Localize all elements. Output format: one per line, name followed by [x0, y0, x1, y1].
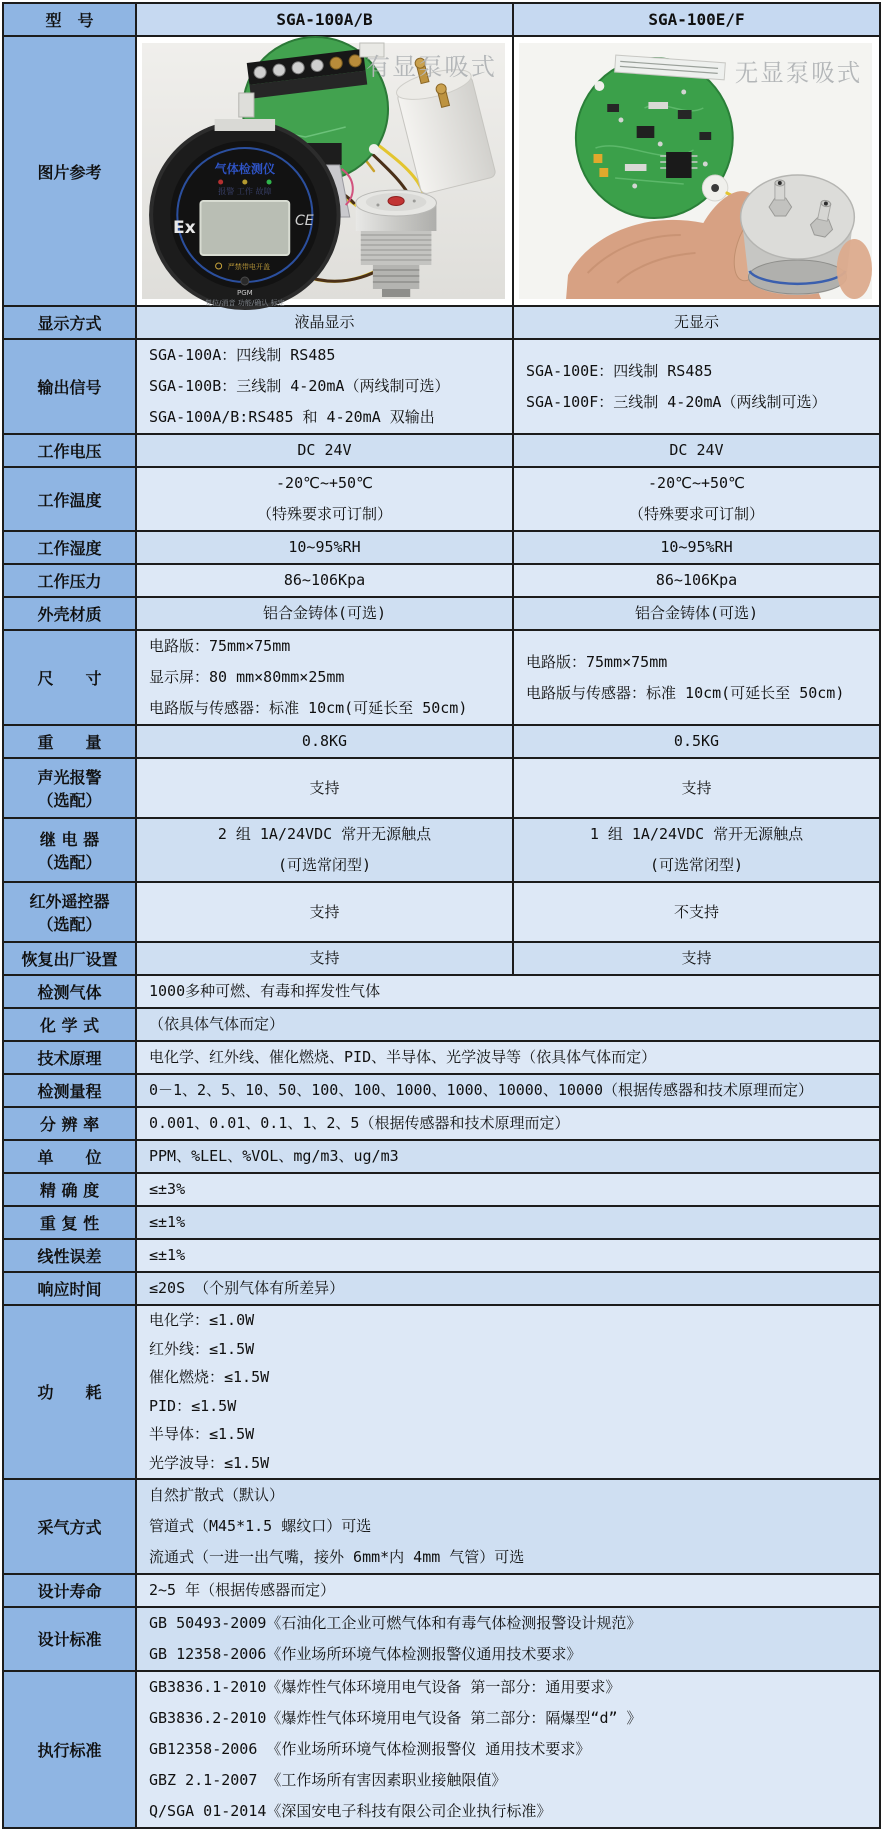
value-a: 支持: [136, 942, 513, 975]
table-row-design-life: [3, 1574, 880, 1607]
value-a: 电路版：75mm×75mm 显示屏：80 mm×80mm×25mm 电路版与传感器：标准 10cm(可延长至 50cm): [136, 630, 513, 725]
table-header-row: [3, 3, 880, 36]
table-row-dimensions: [3, 630, 880, 725]
table-row-response-time: [3, 1272, 880, 1305]
row-label: 化 学 式: [3, 1008, 136, 1041]
row-label: 尺 寸: [3, 630, 136, 725]
row-label: 线性误差: [3, 1239, 136, 1272]
span-value: 2~5 年（根据传感器而定）: [136, 1574, 880, 1607]
span-value: 1000多种可燃、有毒和挥发性气体: [136, 975, 880, 1008]
span-value: 电化学、红外线、催化燃烧、PID、半导体、光学波导等（依具体气体而定）: [136, 1041, 880, 1074]
detector-ex-mark: Ex: [172, 218, 196, 238]
table-row-voltage: [3, 434, 880, 467]
image-row-label: 图片参考: [3, 36, 136, 306]
image-reference-row: [3, 36, 880, 306]
value-b: 支持: [513, 942, 880, 975]
detector-ce-mark: CE: [294, 213, 314, 229]
row-label: 响应时间: [3, 1272, 136, 1305]
row-label: 设计寿命: [3, 1574, 136, 1607]
table-row-display: [3, 306, 880, 339]
table-row-power-consumption: [3, 1305, 880, 1479]
value-a: 液晶显示: [136, 306, 513, 339]
value-b: 无显示: [513, 306, 880, 339]
detector-title-text: 气体检测仪: [214, 162, 276, 176]
row-label: 工作电压: [3, 434, 136, 467]
pcb-board-b-graphic: [576, 55, 733, 218]
table-row-sampling-method: [3, 1479, 880, 1574]
value-b: 10~95%RH: [513, 531, 880, 564]
watermark-b-text: 无显泵吸式: [734, 58, 863, 88]
product-photo-b-cell: [513, 36, 880, 306]
span-value: ≤±3%: [136, 1173, 880, 1206]
value-b: SGA-100E：四线制 RS485 SGA-100F：三线制 4-20mA（两线制可选）: [513, 339, 880, 434]
detector-led-labels: 报警 工作 故障: [218, 187, 272, 196]
row-label: 声光报警 （选配）: [3, 758, 136, 818]
table-row-factory-reset: [3, 942, 880, 975]
span-value: GB 50493-2009《石油化工企业可燃气体和有毒气体检测报警设计规范》 GB 12358-2006《作业场所环境气体检测报警仪通用技术要求》: [136, 1607, 880, 1671]
table-row-shell-material: [3, 597, 880, 630]
row-label: 显示方式: [3, 306, 136, 339]
table-row-linearity: [3, 1239, 880, 1272]
span-value: 0－1、2、5、10、50、100、100、1000、1000、10000、10000（根据传感器和技术原理而定）: [136, 1074, 880, 1107]
value-a: 支持: [136, 758, 513, 818]
value-a: SGA-100A：四线制 RS485 SGA-100B：三线制 4-20mA（两线制可选） SGA-100A/B:RS485 和 4-20mA 双输出: [136, 339, 513, 434]
value-a: 86~106Kpa: [136, 564, 513, 597]
span-value: 电化学：≤1.0W 红外线：≤1.5W 催化燃烧：≤1.5W PID：≤1.5W 半导体：≤1.5W 光学波导：≤1.5W: [136, 1305, 880, 1479]
row-label: 工作湿度: [3, 531, 136, 564]
row-label: 分 辨 率: [3, 1107, 136, 1140]
row-label: 设计标准: [3, 1607, 136, 1671]
span-value: 自然扩散式（默认） 管道式（M45*1.5 螺纹口）可选 流通式（一进一出气嘴，接外 6mm*内 4mm 气管）可选: [136, 1479, 880, 1574]
watermark-a-text: 有显泵吸式: [365, 53, 497, 81]
table-row-detected-gas: [3, 975, 880, 1008]
value-a: 铝合金铸体(可选): [136, 597, 513, 630]
value-b: -20℃~+50℃ （特殊要求可订制）: [513, 467, 880, 531]
sensor-b-graphic: [741, 175, 855, 295]
detector-warn-text: 严禁带电开盖: [227, 262, 271, 271]
table-row-chemical-formula: [3, 1008, 880, 1041]
value-b: 铝合金铸体(可选): [513, 597, 880, 630]
row-label: 精 确 度: [3, 1173, 136, 1206]
row-label: 技术原理: [3, 1041, 136, 1074]
row-label: 检测量程: [3, 1074, 136, 1107]
row-label: 恢复出厂设置: [3, 942, 136, 975]
table-row-ir-remote: [3, 882, 880, 942]
value-a: DC 24V: [136, 434, 513, 467]
detector-face-graphic: [150, 119, 340, 309]
value-b: 电路版：75mm×75mm 电路版与传感器：标准 10cm(可延长至 50cm): [513, 630, 880, 725]
value-b: DC 24V: [513, 434, 880, 467]
value-b: 支持: [513, 758, 880, 818]
detector-bottom-labels: 复位/消音 功能/确认 标定: [205, 298, 285, 307]
span-value: （依具体气体而定）: [136, 1008, 880, 1041]
table-row-pressure: [3, 564, 880, 597]
model-a-header: SGA-100A/B: [136, 3, 513, 36]
table-row-temperature: [3, 467, 880, 531]
span-value: GB3836.1-2010《爆炸性气体环境用电气设备 第一部分：通用要求》 GB3836.2-2010《爆炸性气体环境用电气设备 第二部分：隔爆型“d” 》 GB12358-2006 《作业场所环境气体检测报警仪 通用技术要求》 GBZ 2.1-2007 《工作场所有害因素职业接触限值》 Q/SGA 01-2014《深国安电子科技有限公司企业执行标准》: [136, 1671, 880, 1828]
value-b: 0.5KG: [513, 725, 880, 758]
row-label: 重 量: [3, 725, 136, 758]
row-label: 重 复 性: [3, 1206, 136, 1239]
table-row-repeatability: [3, 1206, 880, 1239]
row-label: 单 位: [3, 1140, 136, 1173]
product-photo-a-cell: [136, 36, 513, 306]
finger-tip-graphic: [837, 239, 872, 299]
product-spec-table: [2, 2, 881, 1829]
table-row-range: [3, 1074, 880, 1107]
value-a: 2 组 1A/24VDC 常开无源触点 (可选常闭型): [136, 818, 513, 882]
value-a: 支持: [136, 882, 513, 942]
table-row-accuracy: [3, 1173, 880, 1206]
product-photo-b: [519, 43, 872, 299]
table-row-resolution: [3, 1107, 880, 1140]
span-value: PPM、%LEL、%VOL、mg/m3、ug/m3: [136, 1140, 880, 1173]
row-label: 外壳材质: [3, 597, 136, 630]
table-row-weight: [3, 725, 880, 758]
table-row-design-standards: [3, 1607, 880, 1671]
table-row-relay: [3, 818, 880, 882]
table-row-unit: [3, 1140, 880, 1173]
model-b-header: SGA-100E/F: [513, 3, 880, 36]
model-header-label: 型 号: [3, 3, 136, 36]
value-b: 不支持: [513, 882, 880, 942]
row-label: 红外遥控器 （选配）: [3, 882, 136, 942]
row-label: 功 耗: [3, 1305, 136, 1479]
table-row-technology: [3, 1041, 880, 1074]
table-row-av-alarm: [3, 758, 880, 818]
row-label: 继 电 器 （选配）: [3, 818, 136, 882]
row-label: 采气方式: [3, 1479, 136, 1574]
value-a: -20℃~+50℃ （特殊要求可订制）: [136, 467, 513, 531]
table-row-output-signal: [3, 339, 880, 434]
product-photo-a: [142, 43, 505, 307]
span-value: ≤±1%: [136, 1239, 880, 1272]
row-label: 执行标准: [3, 1671, 136, 1828]
row-label: 检测气体: [3, 975, 136, 1008]
value-a: 0.8KG: [136, 725, 513, 758]
span-value: 0.001、0.01、0.1、1、2、5（根据传感器和技术原理而定）: [136, 1107, 880, 1140]
table-row-humidity: [3, 531, 880, 564]
value-a: 10~95%RH: [136, 531, 513, 564]
value-b: 1 组 1A/24VDC 常开无源触点 (可选常闭型): [513, 818, 880, 882]
span-value: ≤±1%: [136, 1206, 880, 1239]
detector-button-text: PGM: [236, 288, 253, 297]
row-label: 工作温度: [3, 467, 136, 531]
row-label: 工作压力: [3, 564, 136, 597]
table-row-executive-standards: [3, 1671, 880, 1828]
value-b: 86~106Kpa: [513, 564, 880, 597]
row-label: 输出信号: [3, 339, 136, 434]
span-value: ≤20S （个别气体有所差异）: [136, 1272, 880, 1305]
